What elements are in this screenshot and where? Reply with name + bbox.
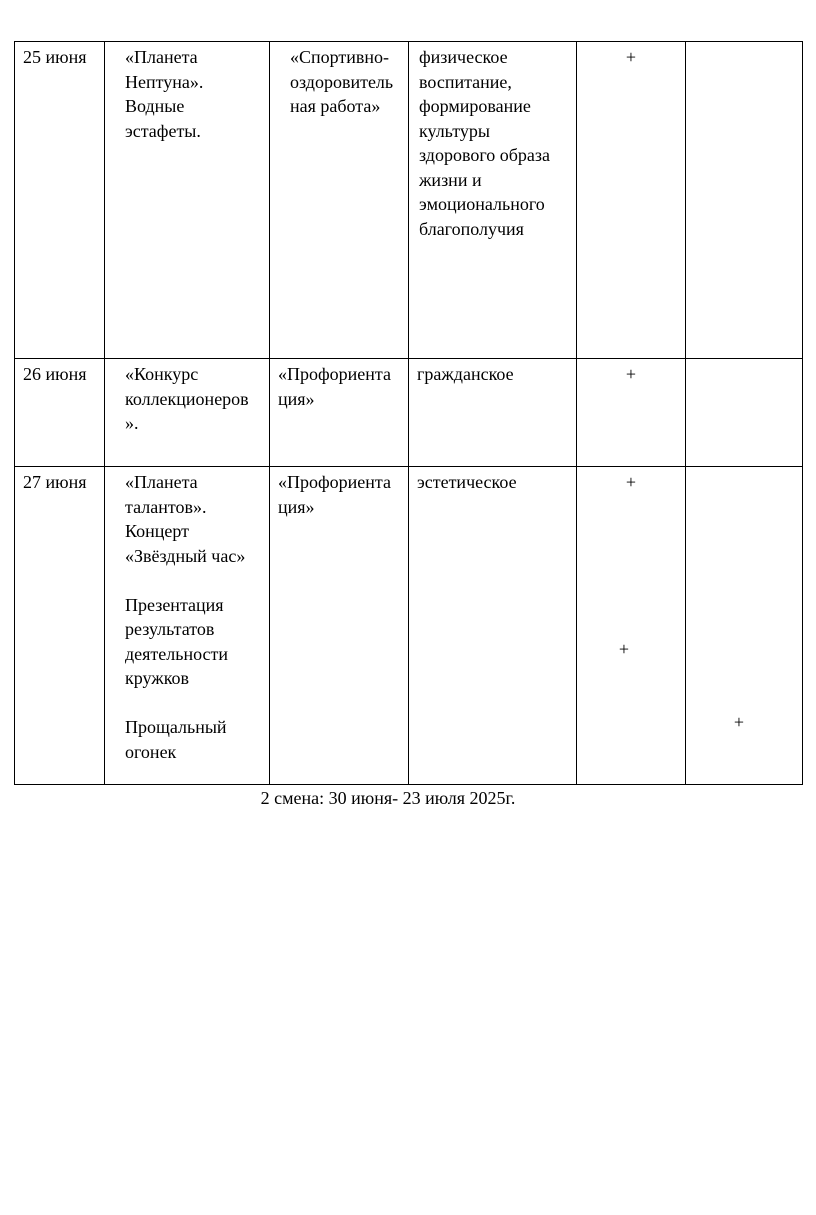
event-line: ». [125,413,139,433]
direction-line: «Профориента [278,472,391,492]
education-line: гражданское [417,364,514,384]
education-cell [409,467,577,785]
mark-cell [686,467,803,785]
education-line: культуры [419,120,490,141]
mark-cell-empty [686,42,803,359]
education-line: благополучия [419,218,524,239]
education-line: эмоционального [419,194,545,214]
plus-mark: + [625,47,637,67]
event-line: «Конкурс [125,364,199,384]
direction-cell [270,359,409,467]
event-cell [105,467,270,785]
event-block [125,470,269,568]
mark-cell [577,359,686,467]
event-line: огонек [125,741,177,762]
table-row [15,42,803,359]
event-block [125,593,269,691]
direction-line: «Профориента [278,364,391,384]
plus-mark: + [625,364,637,384]
schedule-table [14,41,803,785]
event-line: результатов [125,619,215,639]
education-line: здорового образа [419,145,551,165]
education-line: формирование [419,96,531,116]
education-line: эстетическое [417,472,517,492]
event-line: «Планета [125,47,198,67]
direction-line: ция» [278,388,315,409]
mark-cell-empty [686,359,803,467]
date-text: 27 июня [23,472,87,492]
date-cell [15,467,105,785]
direction-line: «Спортивно- [290,47,390,67]
event-cell [105,42,270,359]
event-line: коллекционеров [125,388,249,409]
direction-cell [270,467,409,785]
event-line: Прощальный [125,717,227,737]
mark-cell [577,467,686,785]
event-line: «Звёздный час» [125,545,246,566]
event-block [125,715,269,764]
direction-line: оздоровитель [290,71,394,92]
date-text: 26 июня [23,364,87,384]
plus-mark: + [618,639,630,659]
education-line: жизни и [419,169,482,190]
table-row [15,467,803,785]
event-cell [105,359,270,467]
table-row [15,359,803,467]
education-line: физическое [419,47,508,67]
event-line: эстафеты. [125,120,201,141]
shift-caption: 2 смена: 30 июня- 23 июля 2025г. [260,788,516,808]
event-line: деятельности [125,643,229,664]
mark-cell [577,42,686,359]
event-line: кружков [125,668,190,688]
event-line: Водные [125,96,185,116]
education-cell [409,359,577,467]
plus-mark: + [733,712,745,732]
event-line: Нептуна». [125,71,204,92]
event-line: талантов». [125,496,207,517]
direction-line: ная работа» [290,96,381,116]
education-line: воспитание, [419,71,512,92]
event-line: Презентация [125,594,224,615]
event-line: «Планета [125,472,198,492]
education-cell [409,42,577,359]
date-cell [15,359,105,467]
direction-cell [270,42,409,359]
event-line: Концерт [125,521,189,541]
direction-line: ция» [278,496,315,517]
plus-mark: + [625,472,637,492]
date-cell [15,42,105,359]
date-text: 25 июня [23,47,87,67]
